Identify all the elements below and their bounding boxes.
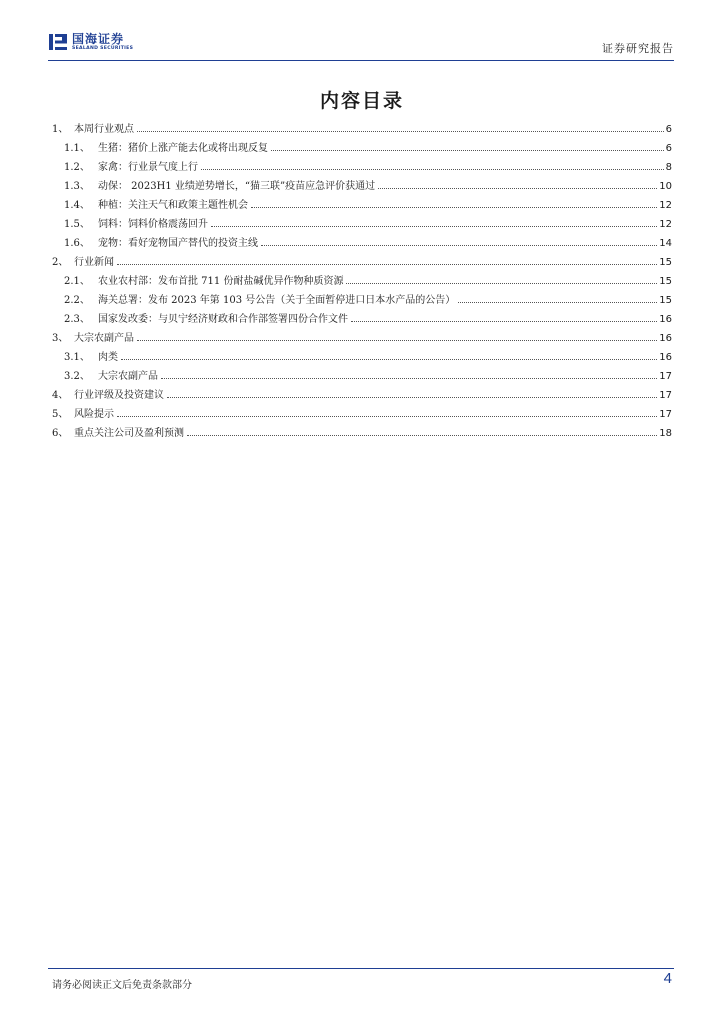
toc-entry[interactable] (52, 367, 672, 386)
toc-entry-page: 16 (659, 333, 672, 344)
toc-entry-number: 2.1、 (64, 276, 90, 287)
toc-entry-title: 种植：关注天气和政策主题性机会 (98, 200, 248, 211)
toc-entry-number: 3.2、 (64, 371, 90, 382)
toc-dot-leader (137, 340, 657, 341)
toc-dot-leader (251, 207, 657, 208)
toc-dot-leader (121, 359, 657, 360)
toc-entry[interactable] (52, 424, 672, 443)
toc-entry-number: 6、 (52, 428, 69, 439)
toc-entry-page: 10 (659, 181, 672, 192)
toc-entry-title: 生猪：猪价上涨产能去化或将出现反复 (98, 143, 268, 154)
toc-entry-title: 国家发改委：与贝宁经济财政和合作部签署四份合作文件 (98, 314, 348, 325)
toc-entry[interactable] (52, 291, 672, 310)
toc-entry-page: 16 (659, 352, 672, 363)
toc-entry-title: 本周行业观点 (74, 124, 134, 135)
toc-entry[interactable] (52, 310, 672, 329)
toc-entry-page: 15 (659, 295, 672, 306)
toc-entry-page: 6 (665, 124, 672, 135)
toc-entry-title: 重点关注公司及盈利预测 (74, 428, 184, 439)
toc-dot-leader (137, 131, 664, 132)
toc-entry[interactable] (52, 139, 672, 158)
toc-title: 内容目录 (319, 90, 404, 112)
footer-divider (48, 968, 674, 969)
toc-dot-leader (187, 435, 657, 436)
toc-dot-leader (378, 188, 657, 189)
toc-entry-number: 1.5、 (64, 219, 90, 230)
toc-dot-leader (161, 378, 657, 379)
toc-entry-number: 1.2、 (64, 162, 90, 173)
page-number: 4 (663, 970, 672, 987)
toc-entry-number: 2.2、 (64, 295, 90, 306)
sealand-logo-icon (48, 32, 68, 52)
toc-entry[interactable] (52, 196, 672, 215)
toc-dot-leader (117, 416, 657, 417)
toc-entry-number: 1.6、 (64, 238, 90, 249)
toc-entry-number: 1.4、 (64, 200, 90, 211)
toc-entry-number: 3.1、 (64, 352, 90, 363)
toc-dot-leader (351, 321, 657, 322)
toc-entry-title: 肉类 (98, 352, 118, 363)
toc-entry[interactable] (52, 120, 672, 139)
toc-entry[interactable] (52, 405, 672, 424)
toc-entry-title: 家禽：行业景气度上行 (98, 162, 198, 173)
toc-entry-title: 动保： 2023H1 业绩逆势增长，“猫三联”疫苗应急评价获通过 (98, 181, 376, 192)
toc-entry-title: 行业评级及投资建议 (74, 390, 164, 401)
toc-entry[interactable] (52, 386, 672, 405)
toc-entry-page: 12 (659, 219, 672, 230)
toc-entry-page: 6 (665, 143, 672, 154)
toc-dot-leader (117, 264, 657, 265)
report-type-label: 证券研究报告 (602, 42, 674, 55)
toc-dot-leader (201, 169, 664, 170)
toc-entry-page: 8 (665, 162, 672, 173)
toc-entry-number: 1、 (52, 124, 69, 135)
toc-entry-number: 1.3、 (64, 181, 90, 192)
toc-dot-leader (271, 150, 664, 151)
toc-entry-number: 2.3、 (64, 314, 90, 325)
toc-entry[interactable] (52, 348, 672, 367)
toc-entry-page: 18 (659, 428, 672, 439)
toc-entry-title: 行业新闻 (74, 257, 114, 268)
toc-entry-page: 15 (659, 257, 672, 268)
toc-entry-title: 农业农村部：发布首批 711 份耐盐碱优异作物种质资源 (98, 276, 344, 287)
table-of-contents (52, 120, 672, 443)
toc-dot-leader (261, 245, 657, 246)
toc-entry-title: 大宗农副产品 (74, 333, 134, 344)
toc-dot-leader (346, 283, 657, 284)
toc-entry[interactable] (52, 272, 672, 291)
logo-chinese-name: 国海证券 (72, 31, 125, 46)
toc-entry-page: 17 (659, 390, 672, 401)
toc-entry-number: 5、 (52, 409, 69, 420)
toc-entry-title: 大宗农副产品 (98, 371, 158, 382)
toc-entry-number: 1.1、 (64, 143, 90, 154)
header-divider (48, 60, 674, 61)
toc-entry-title: 宠物：看好宠物国产替代的投资主线 (98, 238, 258, 249)
toc-entry-page: 14 (659, 238, 672, 249)
toc-entry[interactable] (52, 329, 672, 348)
toc-dot-leader (458, 302, 657, 303)
toc-entry[interactable] (52, 253, 672, 272)
toc-entry-page: 12 (659, 200, 672, 211)
toc-entry[interactable] (52, 234, 672, 253)
toc-entry-page: 15 (659, 276, 672, 287)
toc-dot-leader (167, 397, 657, 398)
toc-entry-page: 16 (659, 314, 672, 325)
toc-entry[interactable] (52, 215, 672, 234)
toc-dot-leader (211, 226, 657, 227)
toc-entry-title: 饲料：饲料价格震荡回升 (98, 219, 208, 230)
page-header (48, 28, 674, 62)
toc-entry[interactable] (52, 158, 672, 177)
disclaimer-note: 请务必阅读正文后免责条款部分 (52, 980, 192, 991)
toc-entry[interactable] (52, 177, 672, 196)
toc-entry-page: 17 (659, 371, 672, 382)
toc-entry-number: 2、 (52, 257, 69, 268)
toc-entry-number: 3、 (52, 333, 69, 344)
toc-entry-title: 风险提示 (74, 409, 114, 420)
logo-english-name: SEALAND SECURITIES (72, 45, 134, 51)
company-logo (48, 30, 133, 54)
toc-entry-page: 17 (659, 409, 672, 420)
toc-entry-title: 海关总署：发布 2023 年第 103 号公告（关于全面暂停进口日本水产品的公告） (98, 295, 456, 306)
toc-entry-number: 4、 (52, 390, 69, 401)
